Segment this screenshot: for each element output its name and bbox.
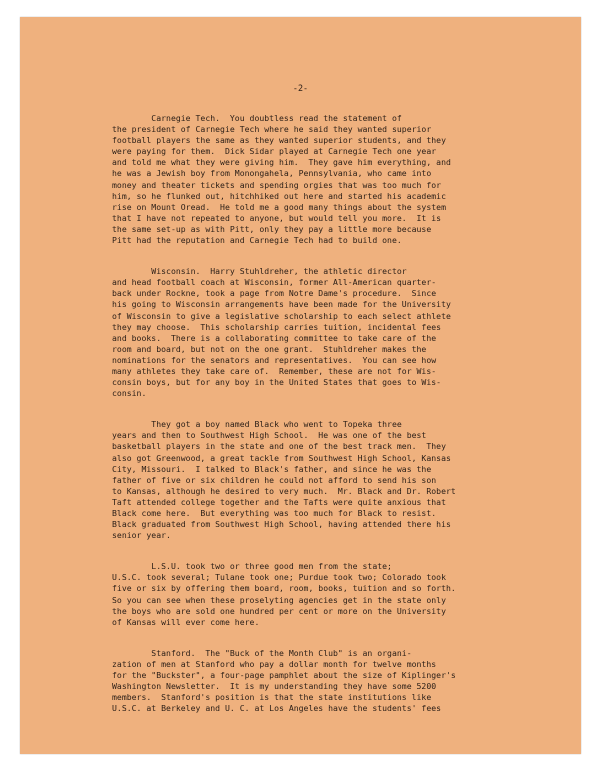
- text-line: Wisconsin. Harry Stuhldreher, the athletic director: [112, 266, 407, 277]
- text-line: his going to Wisconsin arrangements have been made for the University: [112, 299, 451, 310]
- paragraph-wisconsin: [112, 266, 542, 399]
- text-line: football players the same as they wanted superior students, and they: [112, 135, 446, 146]
- text-line: Carnegie Tech. You doubtless read the statement of: [112, 113, 402, 123]
- text-line: were paying for them. Dick Sidar played at Carnegie Tech one year: [112, 146, 437, 157]
- text-line: father of five or six children he could not afford to send his son: [112, 474, 437, 485]
- text-line: of Wisconsin to give a legislative scholarship to each select athlete: [112, 310, 451, 321]
- text-line: rise on Mount Oread. He told me a good many things about the system: [112, 201, 446, 212]
- text-line: L.S.U. took two or three good men from the state;: [112, 561, 392, 572]
- text-line: U.S.C. took several; Tulane took one; Purdue took two; Colorado took: [112, 572, 446, 583]
- text-line: Washington Newsletter. It is my understanding they have some 5200: [112, 681, 437, 692]
- text-line: consin boys, but for any boy in the United States that goes to Wis-: [112, 377, 442, 388]
- page-number: -2-: [292, 83, 309, 93]
- text-line: for the "Buckster", a four-page pamphlet about the size of Kiplinger's: [112, 670, 456, 681]
- text-line: to Kansas, although he desired to very much. Mr. Black and Dr. Robert: [112, 485, 456, 496]
- text-line: that I have not repeated to anyone, but would tell you more. It is: [112, 212, 442, 223]
- text-line: the president of Carnegie Tech where he said they wanted superior: [112, 124, 432, 135]
- text-line: many athletes they take care of. Remember, these are not for Wis-: [112, 365, 437, 376]
- text-line: and told me what they were giving him. They gave him everything, and: [112, 157, 451, 168]
- text-line: members. Stanford's position is that the state institutions like: [112, 692, 432, 703]
- text-line: years and then to Southwest High School. He was one of the best: [112, 430, 427, 441]
- typed-letter-body: [112, 113, 542, 734]
- text-line: the boys who are sold one hundred per cent or more on the University: [112, 605, 446, 616]
- text-line: him, so he flunked out, hitchhiked out here and started his academic: [112, 190, 446, 201]
- text-line: Taft attended college together and the Tafts were quite anxious that: [112, 496, 446, 507]
- text-line: Black graduated from Southwest High School, having attended there his: [112, 519, 451, 530]
- text-line: they may choose. This scholarship carries tuition, incidental fees: [112, 321, 442, 332]
- text-line: of Kansas will ever come here.: [112, 616, 260, 627]
- paragraph-carnegie-tech: [112, 113, 542, 246]
- text-line: U.S.C. at Berkeley and U. C. at Los Angeles have the students' fees: [112, 703, 442, 714]
- text-line: They got a boy named Black who went to Topeka three: [112, 419, 402, 430]
- text-line: he was a Jewish boy from Monongahela, Pennsylvania, who came into: [112, 168, 432, 179]
- text-line: basketball players in the state and one of the best track men. They: [112, 441, 446, 452]
- text-line: and books. There is a collaborating committee to take care of the: [112, 332, 437, 343]
- text-line: the same set-up as with Pitt, only they pay a little more because: [112, 223, 432, 234]
- text-line: Stanford. The "Buck of the Month Club" is an organi-: [112, 647, 412, 658]
- text-line: Black come here. But everything was too much for Black to resist.: [112, 508, 437, 518]
- text-line: Pitt had the reputation and Carnegie Tech had to build one.: [112, 235, 402, 246]
- text-line: City, Missouri. I talked to Black's father, and since he was the: [112, 463, 432, 474]
- text-line: also got Greenwood, a great tackle from Southwest High School, Kansas: [112, 452, 451, 463]
- document-page: [20, 17, 581, 754]
- text-line: So you can see when these proselyting agencies get in the state only: [112, 594, 446, 605]
- text-line: five or six by offering them board, room, books, tuition and so forth.: [112, 583, 456, 594]
- paragraph-black: [112, 419, 542, 541]
- paragraph-other-schools: [112, 561, 542, 628]
- text-line: nominations for the senators and representatives. You can see how: [112, 354, 437, 365]
- text-line: zation of men at Stanford who pay a dollar month for twelve months: [112, 658, 437, 669]
- text-line: consin.: [112, 388, 147, 399]
- text-line: back under Rockne, took a page from Notre Dame's procedure. Since: [112, 288, 437, 299]
- paragraph-stanford: [112, 648, 542, 715]
- text-line: room and board, but not on the one grant. Stuhldreher makes the: [112, 343, 427, 354]
- text-line: money and theater tickets and spending orgies that was too much for: [112, 179, 442, 190]
- text-line: senior year.: [112, 530, 171, 541]
- text-line: and head football coach at Wisconsin, former All-American quarter-: [112, 277, 437, 288]
